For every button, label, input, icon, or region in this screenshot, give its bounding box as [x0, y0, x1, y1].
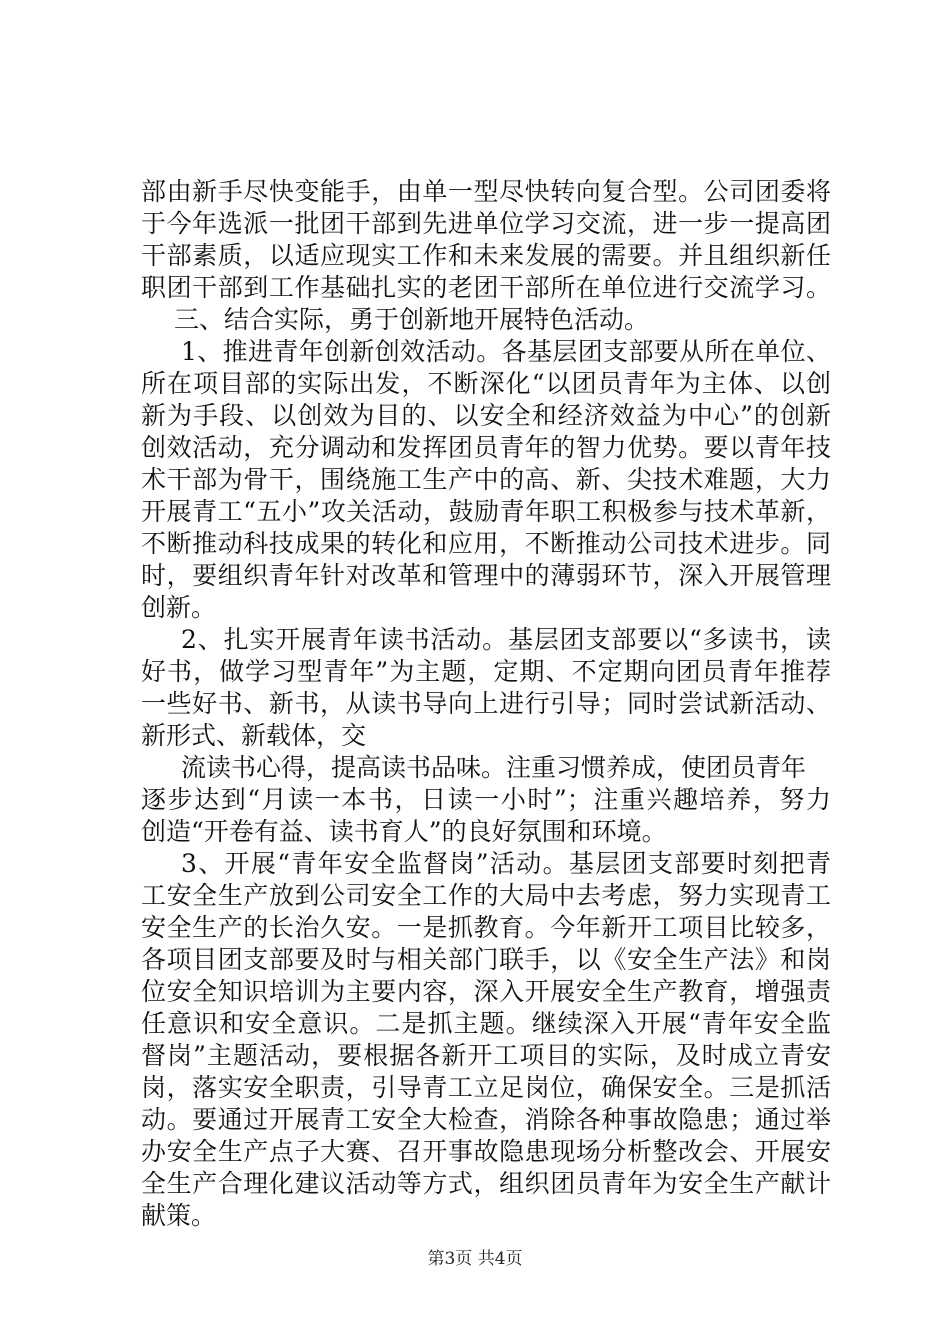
- text-line: 各项目团支部要及时与相关部门联手，以《安全生产法》和岗: [141, 945, 831, 974]
- text-line: 术干部为骨干，围绕施工生产中的高、新、尖技术难题，大力: [141, 465, 831, 494]
- text-line: 全生产合理化建议活动等方式，组织团员青年为安全生产献计: [141, 1169, 831, 1198]
- text-line: 逐步达到“月读一本书，日读一小时”；注重兴趣培养，努力: [141, 785, 831, 814]
- text-line: 于今年选派一批团干部到先进单位学习交流，进一步一提高团: [141, 209, 831, 238]
- text-line: 干部素质，以适应现实工作和未来发展的需要。并且组织新任: [141, 241, 831, 270]
- text-line: 所在项目部的实际出发，不断深化“以团员青年为主体、以创: [141, 369, 831, 398]
- text-line: 1、推进青年创新创效活动。各基层团支部要从所在单位、: [181, 337, 831, 366]
- text-line: 新形式、新载体，交: [141, 721, 367, 750]
- text-line: 3、开展“青年安全监督岗”活动。基层团支部要时刻把青: [181, 849, 831, 878]
- text-line: 好书，做学习型青年”为主题，定期、不定期向团员青年推荐: [141, 657, 831, 686]
- text-line: 任意识和安全意识。二是抓主题。继续深入开展“青年安全监: [141, 1009, 831, 1038]
- section-heading: 三、结合实际，勇于创新地开展特色活动。: [174, 305, 650, 334]
- text-line: 工安全生产放到公司安全工作的大局中去考虑，努力实现青工: [141, 881, 831, 910]
- document-body: [141, 176, 831, 1232]
- text-line: 岗，落实安全职责，引导青工立足岗位，确保安全。三是抓活: [141, 1073, 831, 1102]
- text-line: 督岗”主题活动，要根据各新开工项目的实际，及时成立青安: [141, 1041, 831, 1070]
- text-line: 职团干部到工作基础扎实的老团干部所在单位进行交流学习。: [141, 273, 831, 302]
- text-line: 2、扎实开展青年读书活动。基层团支部要以“多读书，读: [181, 625, 831, 654]
- text-line: 动。要通过开展青工安全大检查，消除各种事故隐患；通过举: [141, 1105, 831, 1134]
- text-line: 办安全生产点子大赛、召开事故隐患现场分析整改会、开展安: [141, 1137, 831, 1166]
- text-line: 献策。: [141, 1201, 217, 1230]
- text-line: 时，要组织青年针对改革和管理中的薄弱环节，深入开展管理: [141, 561, 831, 590]
- text-line: 创新。: [141, 593, 217, 622]
- text-line: 部由新手尽快变能手，由单一型尽快转向复合型。公司团委将: [141, 177, 831, 206]
- text-line: 新为手段、以创效为目的、以安全和经济效益为中心”的创新: [141, 401, 831, 430]
- text-line: 位安全知识培训为主要内容，深入开展安全生产教育，增强责: [141, 977, 831, 1006]
- text-line: 创效活动，充分调动和发挥团员青年的智力优势。要以青年技: [141, 433, 831, 462]
- text-line: 流读书心得，提高读书品味。注重习惯养成，使团员青年: [181, 753, 807, 782]
- text-line: 一些好书、新书，从读书导向上进行引导；同时尝试新活动、: [141, 689, 831, 718]
- text-line: 安全生产的长治久安。一是抓教育。今年新开工项目比较多，: [141, 913, 831, 942]
- text-line: 创造“开卷有益、读书育人”的良好氛围和环境。: [141, 817, 667, 846]
- page-number-footer: 第3页 共4页: [427, 1249, 523, 1269]
- text-line: 不断推动科技成果的转化和应用，不断推动公司技术进步。同: [141, 529, 831, 558]
- text-line: 开展青工“五小”攻关活动，鼓励青年职工积极参与技术革新，: [141, 497, 831, 526]
